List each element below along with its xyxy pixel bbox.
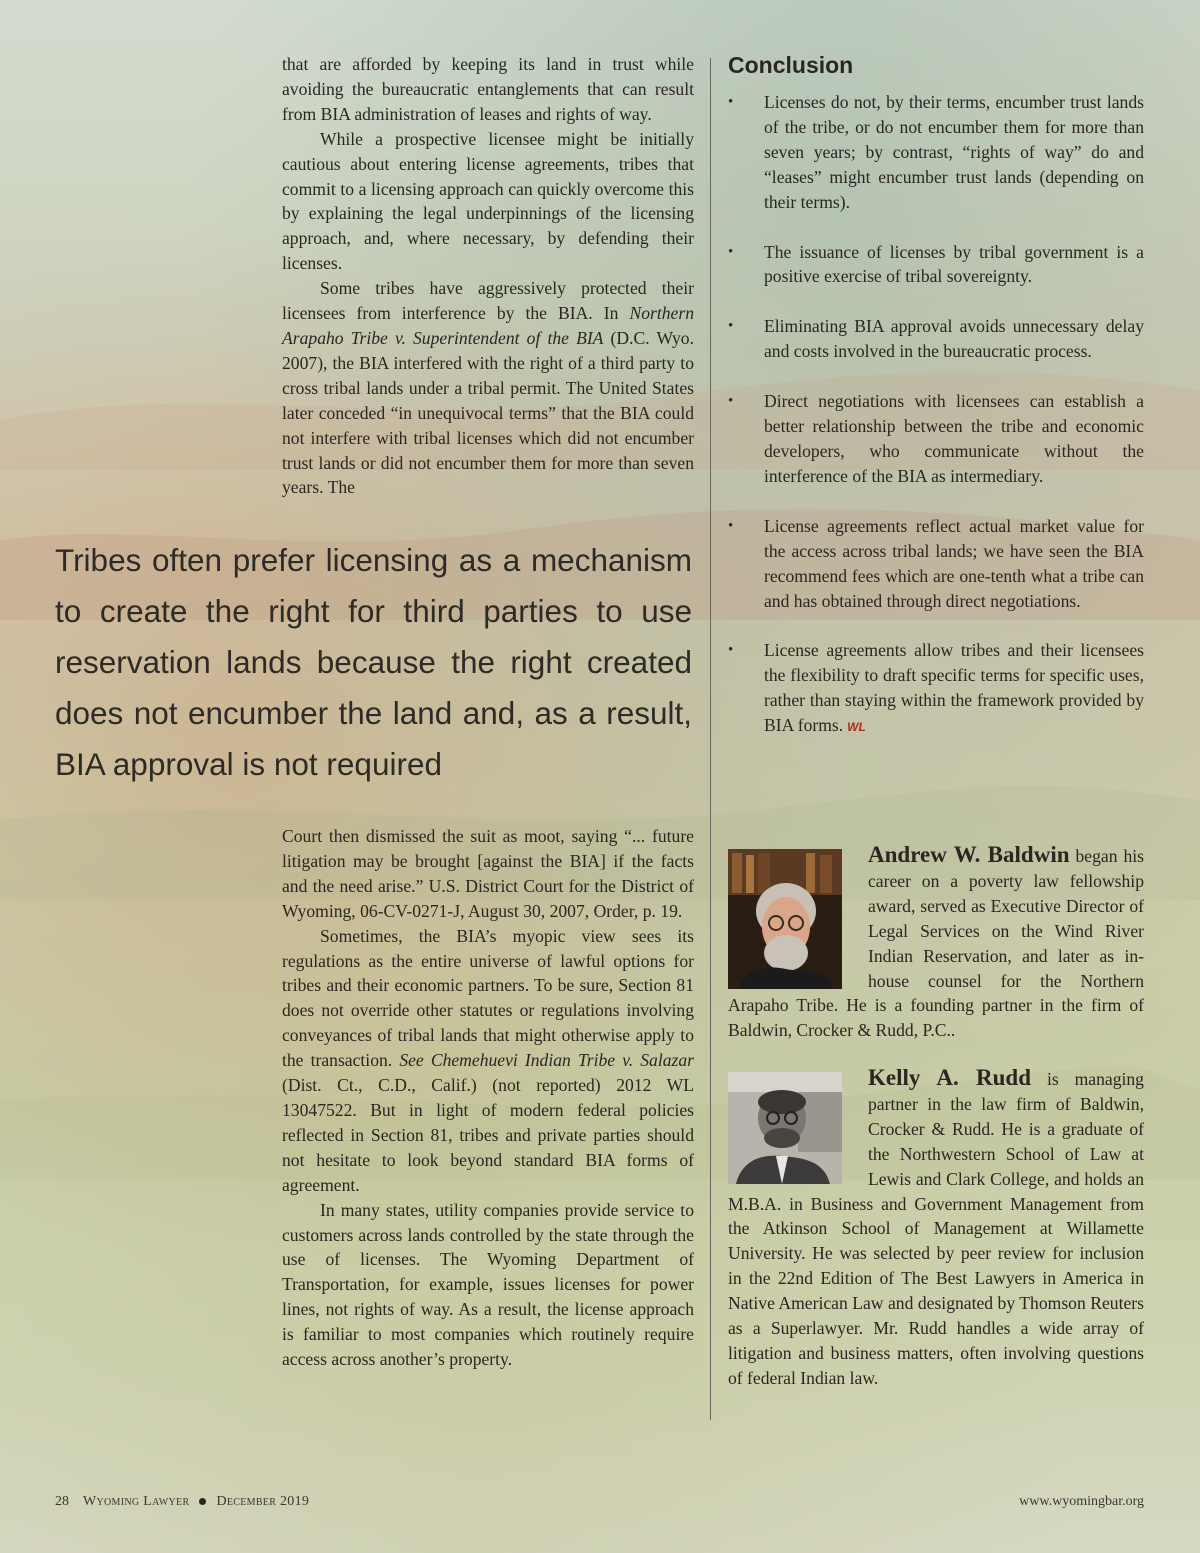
separator-dot-icon bbox=[199, 1498, 206, 1505]
pull-quote: Tribes often prefer licensing as a mechanism to create the right for third parties to use reservation lands because the right created does not encumber the land and, as a result, BIA approval is not required bbox=[55, 542, 692, 782]
body-paragraph bbox=[282, 276, 694, 500]
case-citation: Northern Arapaho Tribe v. Superintendent of the BIA bbox=[282, 303, 694, 348]
case-citation: See Chemehuevi Indian Tribe v. Salazar bbox=[399, 1050, 694, 1071]
bullet-icon: • bbox=[728, 243, 734, 260]
page-footer-left bbox=[55, 1494, 309, 1510]
list-item-text: Eliminating BIA approval avoids unnecessary delay and costs involved in the bureaucratic process. bbox=[764, 316, 1144, 362]
list-item bbox=[728, 389, 1144, 489]
issue-date: December 2019 bbox=[216, 1494, 310, 1509]
left-column-top bbox=[282, 52, 694, 500]
text-run: Sometimes, the BIA’s myopic view sees its regulations as the entire universe of lawful options for tribes and their economic partners. To be sure, Section 81 does not override other statutes or regulations involving conveyances of tribal lands that might otherwise apply to the transaction. bbox=[282, 925, 694, 1071]
left-column-bottom bbox=[282, 824, 694, 1372]
list-item-text: Direct negotiations with licensees can establish a better relationship between the tribe and economic developers, who communicate without the interference of the BIA as intermediary. bbox=[764, 391, 1144, 486]
column-divider bbox=[710, 58, 711, 1420]
bullet-icon: • bbox=[728, 94, 734, 110]
page-footer-right bbox=[1019, 1494, 1144, 1510]
website-url: www.wyomingbar.org bbox=[1019, 1494, 1144, 1509]
text-run: (D.C. Wyo. 2007), the BIA interfered with the right of a third party to cross tribal lands under a tribal permit. The United States later conceded “in unequivocal terms” that the BIA could not interfere with tribal licenses which did not encumber trust lands or did not encumber them for more than seven years. The bbox=[282, 327, 694, 498]
list-item-text: Licenses do not, by their terms, encumber trust lands of the tribe, or do not encumber them for more than seven years; by contrast, “rights of way” do and “leases” might encumber trust lands (depending on their terms). bbox=[764, 92, 1144, 212]
publication-name: Wyoming Lawyer bbox=[83, 1494, 190, 1509]
body-paragraph: that are afforded by keeping its land in trust while avoiding the bureaucratic entanglements that can result from BIA administration of leases and rights of way. bbox=[282, 54, 694, 124]
text-run: Some tribes have aggressively protected their licensees from interference by the BIA. In bbox=[282, 278, 694, 324]
author-bio-text: began his career on a poverty law fellowship award, served as Executive Director of Legal Services on the Wind River Indian Reservation, and later as in-house counsel for the Northern Arapaho Tribe. He is a founding partner in the firm of Baldwin, Crocker & Rudd, P.C.. bbox=[728, 846, 1144, 1041]
bullet-icon: • bbox=[728, 642, 734, 659]
author-name: Kelly A. Rudd bbox=[868, 1065, 1032, 1090]
list-item bbox=[728, 638, 1144, 740]
list-item bbox=[728, 514, 1144, 614]
body-paragraph: While a prospective licensee might be initially cautious about entering license agreements, tribes that commit to a licensing approach can quickly overcome this by explaining the legal underpinnings of the licensing approach, and, where necessary, by defending their licenses. bbox=[282, 128, 694, 274]
list-item bbox=[728, 314, 1144, 364]
list-item-text: License agreements reflect actual market value for the access across tribal lands; we have seen the BIA recommend fees which are one-tenth what a tribe can and has obtained through direct negotiations. bbox=[764, 515, 1144, 611]
author-photo-baldwin bbox=[728, 849, 842, 989]
author-photo-rudd bbox=[728, 1072, 842, 1184]
author-bio-baldwin bbox=[728, 843, 1144, 1043]
list-item-text: The issuance of licenses by tribal government is a positive exercise of tribal sovereignty. bbox=[764, 241, 1144, 287]
page-number: 28 bbox=[55, 1494, 69, 1509]
bullet-icon: • bbox=[728, 393, 734, 410]
wl-end-mark: WL bbox=[847, 720, 866, 735]
body-paragraph bbox=[282, 924, 694, 1198]
list-item bbox=[728, 240, 1144, 290]
body-paragraph: Court then dismissed the suit as moot, saying “... future litigation may be brought [against the BIA] if the facts and the need arise.” U.S. District Court for the District of Wyoming, 06-CV-0271-J, August 30, 2007, Order, p. 19. bbox=[282, 826, 694, 921]
list-item bbox=[728, 90, 1144, 215]
bullet-icon: • bbox=[728, 517, 734, 534]
bullet-icon: • bbox=[728, 318, 734, 335]
author-name: Andrew W. Baldwin bbox=[868, 842, 1070, 867]
body-paragraph: In many states, utility companies provide service to customers across lands controlled by the state through the use of licenses. The Wyoming Department of Transportation, for example, issues licenses for power lines, not rights of way. As a result, the license approach is familiar to most companies which routinely require access across another’s property. bbox=[282, 1199, 694, 1370]
list-item-text: License agreements allow tribes and their licensees the flexibility to draft specific terms for specific uses, rather than staying within the framework provided by BIA forms. bbox=[764, 640, 1144, 736]
author-bio-text: is managing partner in the law firm of Baldwin, Crocker & Rudd. He is a graduate of the Northwestern School of Law at Lewis and Clark College, and holds an M.B.A. in Business and Government Management from the Atkinson School of Management at Willamette University. He was selected by peer review for inclusion in the 22nd Edition of The Best Lawyers in America in Native American Law and designated by Thomson Reuters as a Superlawyer. Mr. Rudd handles a wide array of litigation and business matters, often involving questions of federal Indian law. bbox=[728, 1069, 1144, 1388]
conclusion-list bbox=[728, 90, 1144, 765]
text-run: (Dist. Ct., C.D., Calif.) (not reported) 2012 WL 13047522. But in light of modern federal policies reflected in Section 81, tribes and private parties should not hesitate to look beyond standard BIA forms of agreement. bbox=[282, 1075, 694, 1195]
section-heading: Conclusion bbox=[728, 52, 854, 78]
author-bio-rudd bbox=[728, 1066, 1144, 1391]
